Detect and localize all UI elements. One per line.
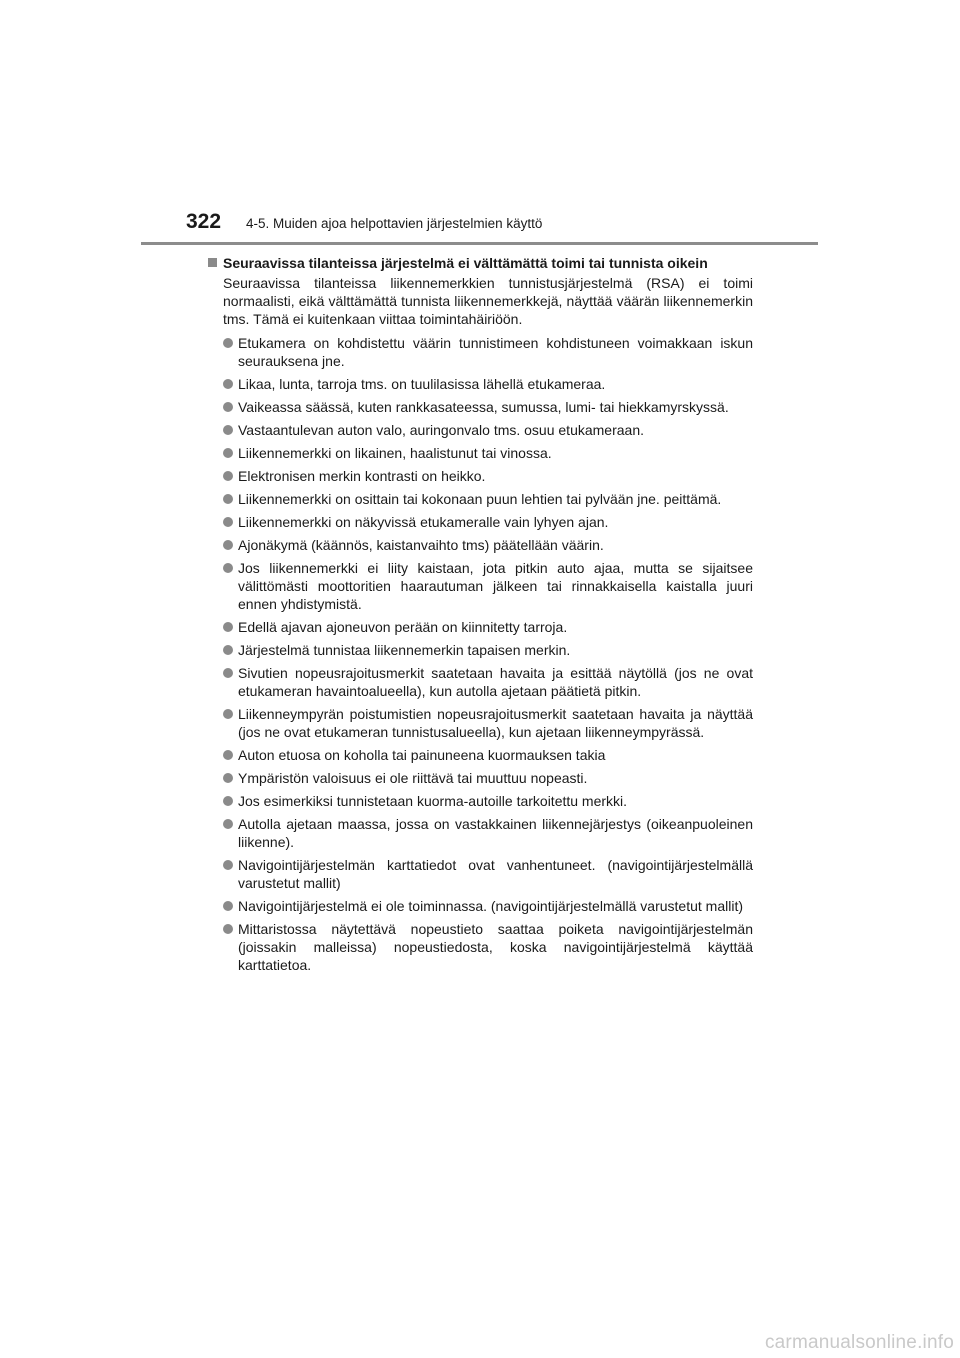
list-item bbox=[223, 375, 753, 393]
list-item-text: Järjestelmä tunnistaa liikennemerkin tapaisen merkin. bbox=[238, 642, 571, 658]
main-content bbox=[208, 254, 753, 979]
list-item-text: Vastaantulevan auton valo, auringonvalo tms. osuu etukameraan. bbox=[238, 422, 644, 438]
chapter-title: 4-5. Muiden ajoa helpottavien järjestelmien käyttö bbox=[246, 216, 543, 231]
list-item-text: Etukamera on kohdistettu väärin tunnistimeen kohdistuneen voimakkaan iskun seurauksena jne. bbox=[238, 335, 753, 369]
list-item-text: Elektronisen merkin kontrasti on heikko. bbox=[238, 468, 486, 484]
list-item bbox=[223, 536, 753, 554]
header-divider bbox=[141, 242, 818, 245]
list-item bbox=[223, 769, 753, 787]
list-item-text: Liikennemerkki on osittain tai kokonaan puun lehtien tai pylvään jne. peittämä. bbox=[238, 491, 722, 507]
section-intro: Seuraavissa tilanteissa liikennemerkkien tunnistusjärjestelmä (RSA) ei toimi normaalisti, eikä välttämättä tunnista liikennemerkkejä, näyttää väärän liikennemerkin tms. Tämä ei kuitenkaan viittaa toimintahäiriöön. bbox=[223, 275, 753, 327]
list-item bbox=[223, 856, 753, 892]
list-item-text: Navigointijärjestelmän karttatiedot ovat vanhentuneet. (navigointijärjestelmällä varustetut mallit) bbox=[238, 857, 753, 891]
list-item-text: Navigointijärjestelmä ei ole toiminnassa. (navigointijärjestelmällä varustetut mallit) bbox=[238, 898, 743, 914]
list-item bbox=[223, 705, 753, 741]
list-item bbox=[223, 334, 753, 370]
list-item bbox=[223, 815, 753, 851]
list-item bbox=[223, 618, 753, 636]
list-item-text: Ajonäkymä (käännös, kaistanvaihto tms) päätellään väärin. bbox=[238, 537, 604, 553]
circle-bullet-icon bbox=[223, 402, 233, 412]
circle-bullet-icon bbox=[223, 750, 233, 760]
circle-bullet-icon bbox=[223, 517, 233, 527]
list-item-text: Jos liikennemerkki ei liity kaistaan, jota pitkin auto ajaa, mutta se sijaitsee välittömästi moottoritien haarautuman jälkeen tai rinnakkaisella kaistalla juuri ennen yhdistymistä. bbox=[238, 560, 753, 612]
circle-bullet-icon bbox=[223, 563, 233, 573]
list-item-text: Sivutien nopeusrajoitusmerkit saatetaan havaita ja esittää näytöllä (jos ne ovat etukameran havaintoalueella), kun autolla ajetaan päätietä pitkin. bbox=[238, 665, 753, 699]
list-item-text: Auton etuosa on koholla tai painuneena kuormauksen takia bbox=[238, 747, 606, 763]
list-item bbox=[223, 792, 753, 810]
circle-bullet-icon bbox=[223, 773, 233, 783]
list-item-text: Vaikeassa säässä, kuten rankkasateessa, sumussa, lumi- tai hiekkamyrskyssä. bbox=[238, 399, 729, 415]
circle-bullet-icon bbox=[223, 540, 233, 550]
circle-bullet-icon bbox=[223, 425, 233, 435]
circle-bullet-icon bbox=[223, 819, 233, 829]
circle-bullet-icon bbox=[223, 668, 233, 678]
list-item bbox=[223, 444, 753, 462]
list-item-text: Ympäristön valoisuus ei ole riittävä tai muuttuu nopeasti. bbox=[238, 770, 588, 786]
section-heading bbox=[208, 254, 753, 272]
square-bullet-icon bbox=[208, 258, 217, 267]
list-item-text: Liikennemerkki on likainen, haalistunut tai vinossa. bbox=[238, 445, 552, 461]
page-number: 322 bbox=[186, 210, 222, 233]
list-item bbox=[223, 467, 753, 485]
list-item bbox=[223, 421, 753, 439]
list-item bbox=[223, 664, 753, 700]
circle-bullet-icon bbox=[223, 338, 233, 348]
section-heading-text: Seuraavissa tilanteissa järjestelmä ei välttämättä toimi tai tunnista oikein bbox=[223, 255, 708, 271]
list-item-text: Autolla ajetaan maassa, jossa on vastakkainen liikennejärjestys (oikeanpuoleinen liikenne). bbox=[238, 816, 753, 850]
list-item-text: Liikenneympyrän poistumistien nopeusrajoitusmerkit saatetaan havaita ja näyttää (jos ne ovat etukameran tunnistusalueella), kun ajetaan liikenneympyrässä. bbox=[238, 706, 753, 740]
list-item-text: Jos esimerkiksi tunnistetaan kuorma-autoille tarkoitettu merkki. bbox=[238, 793, 628, 809]
list-item bbox=[223, 559, 753, 613]
list-item-text: Likaa, lunta, tarroja tms. on tuulilasissa lähellä etukameraa. bbox=[238, 376, 606, 392]
list-item bbox=[223, 398, 753, 416]
circle-bullet-icon bbox=[223, 924, 233, 934]
list-item bbox=[223, 641, 753, 659]
circle-bullet-icon bbox=[223, 471, 233, 481]
list-item-text: Edellä ajavan ajoneuvon perään on kiinnitetty tarroja. bbox=[238, 619, 568, 635]
circle-bullet-icon bbox=[223, 645, 233, 655]
list-item-text: Mittaristossa näytettävä nopeustieto saattaa poiketa navigointijärjestelmän (joissakin malleissa) nopeustiedosta, koska navigointijärjestelmä käyttää karttatietoa. bbox=[238, 921, 753, 973]
list-item-text: Liikennemerkki on näkyvissä etukameralle vain lyhyen ajan. bbox=[238, 514, 609, 530]
list-item bbox=[223, 920, 753, 974]
circle-bullet-icon bbox=[223, 379, 233, 389]
watermark-text: carmanualsonline.info bbox=[764, 1332, 954, 1353]
condition-list bbox=[208, 334, 753, 974]
list-item bbox=[223, 746, 753, 764]
list-item bbox=[223, 513, 753, 531]
circle-bullet-icon bbox=[223, 901, 233, 911]
circle-bullet-icon bbox=[223, 860, 233, 870]
circle-bullet-icon bbox=[223, 622, 233, 632]
circle-bullet-icon bbox=[223, 448, 233, 458]
circle-bullet-icon bbox=[223, 796, 233, 806]
list-item bbox=[223, 897, 753, 915]
circle-bullet-icon bbox=[223, 709, 233, 719]
circle-bullet-icon bbox=[223, 494, 233, 504]
list-item bbox=[223, 490, 753, 508]
